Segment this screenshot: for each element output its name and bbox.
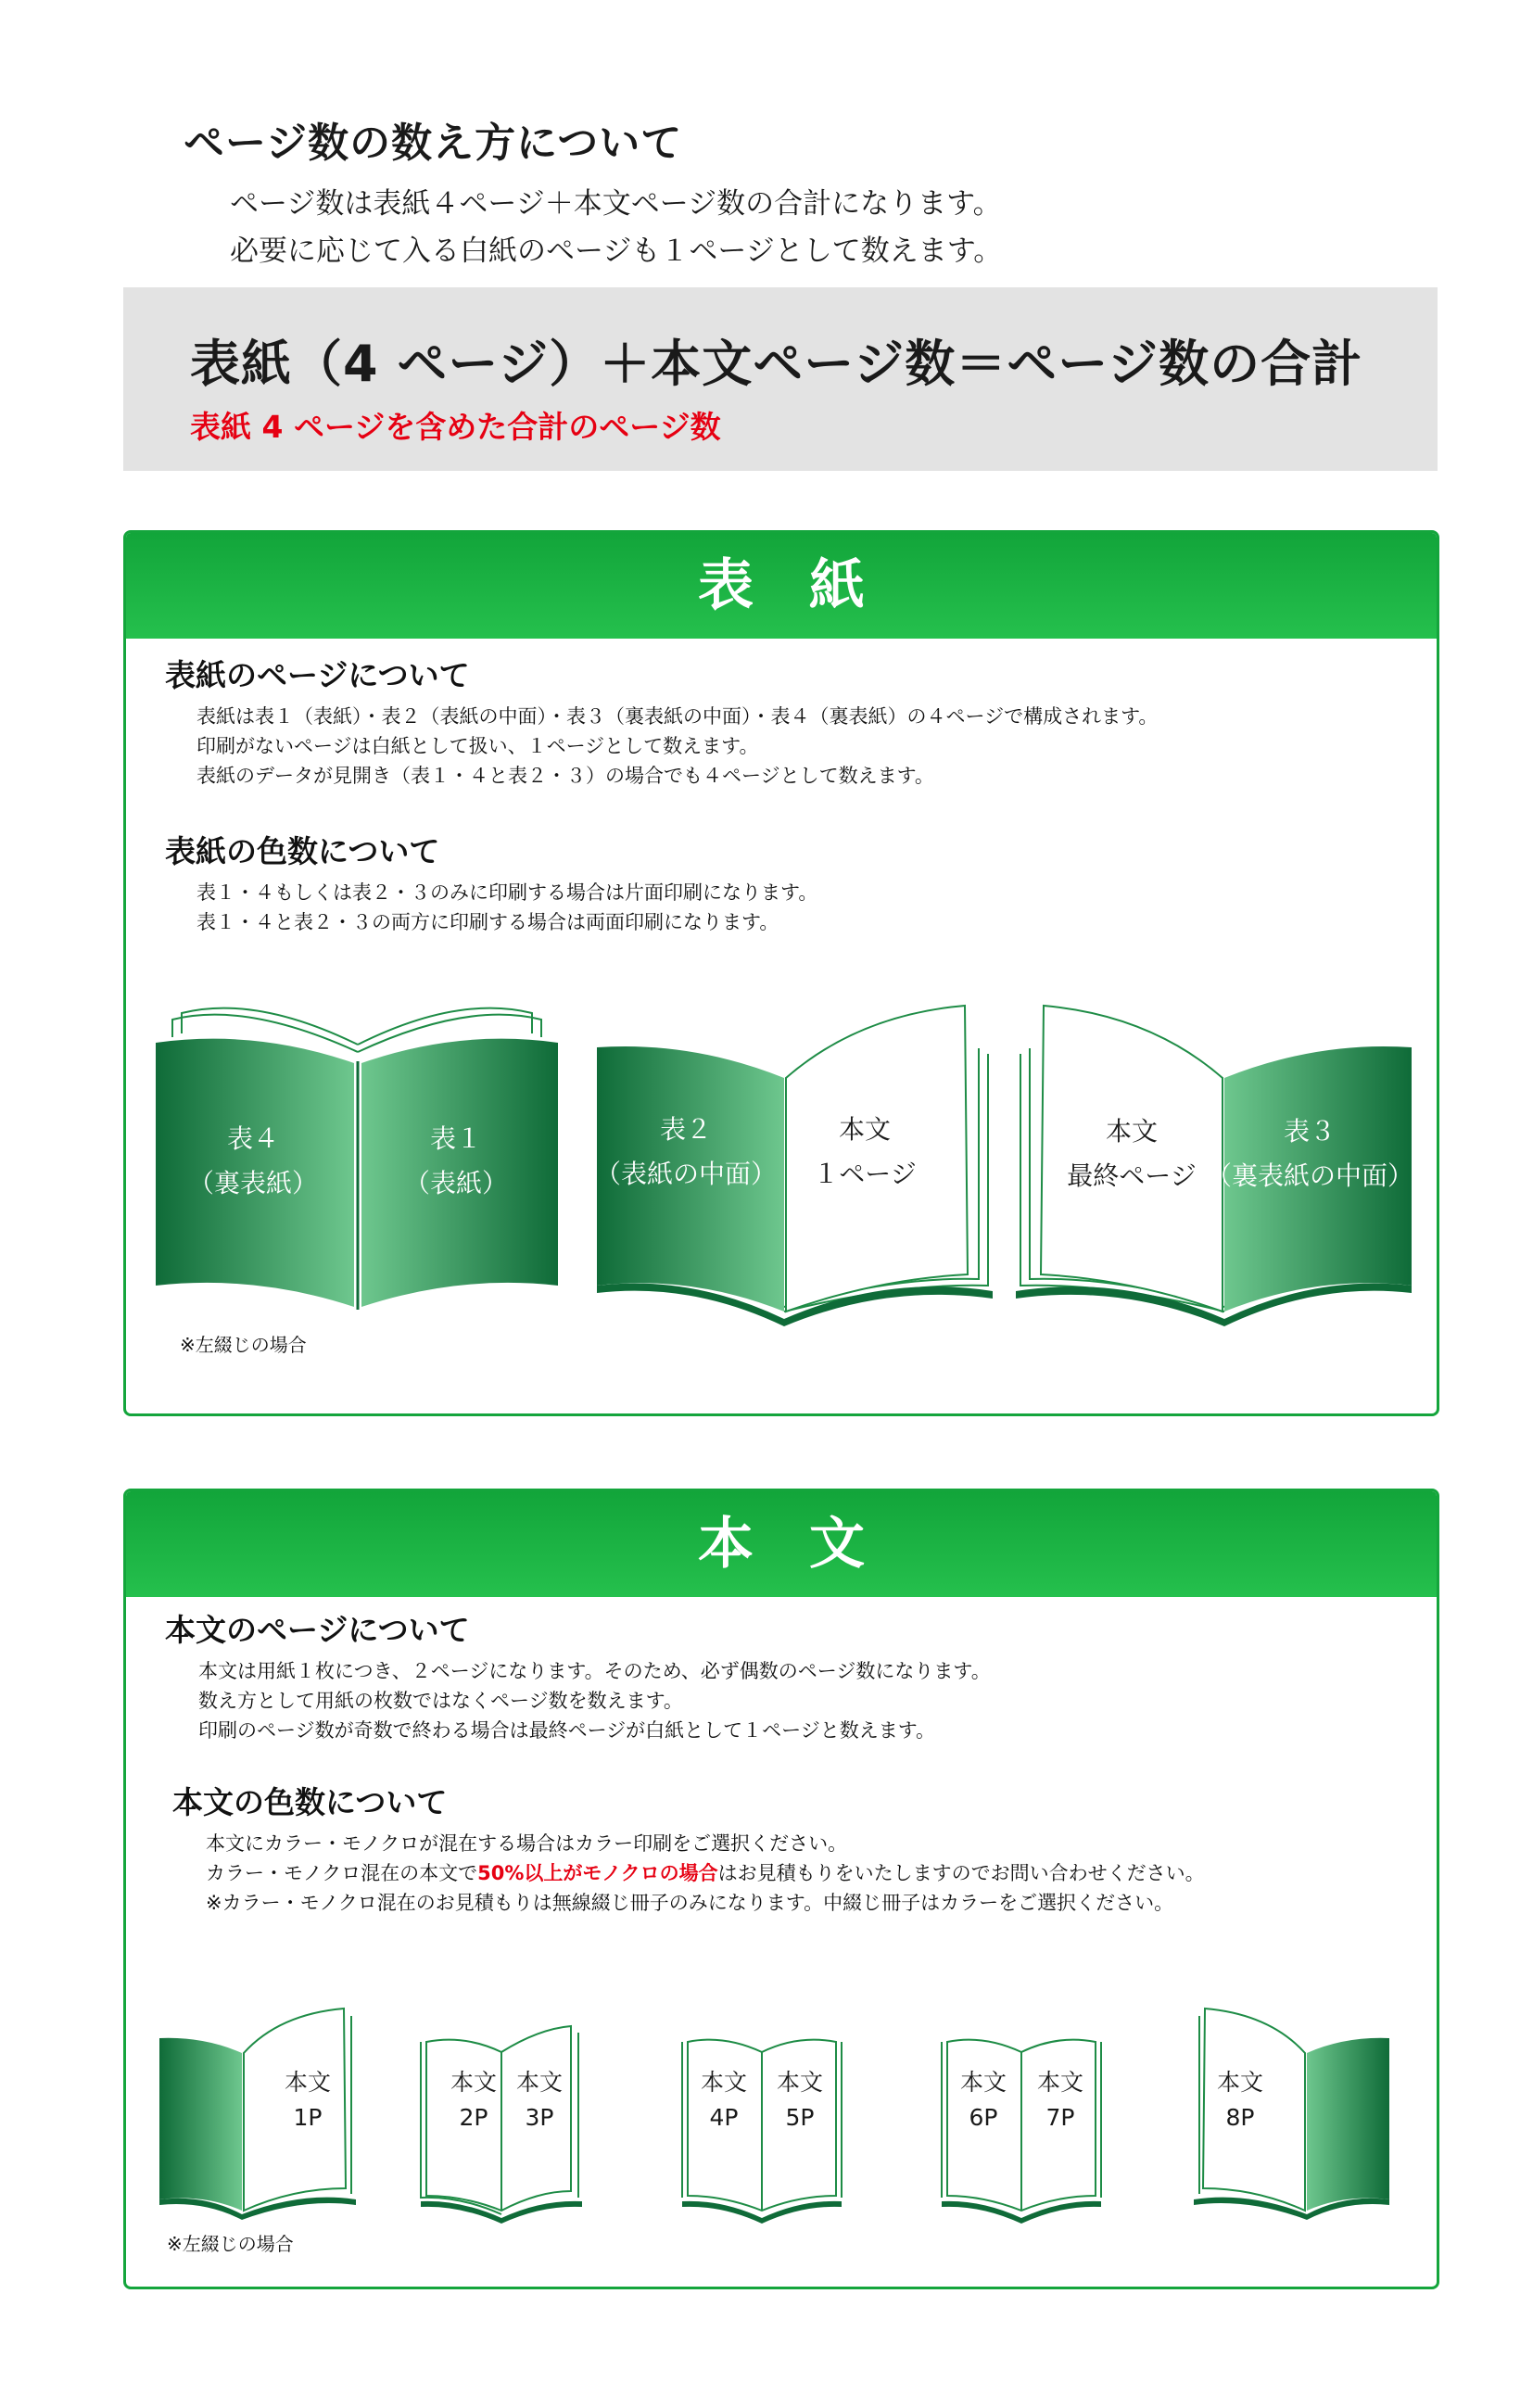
cover-pages-title: 表紙のページについて <box>165 657 470 693</box>
label-line: 表１ <box>429 1123 483 1154</box>
body-colors-line-1: 本文にカラー・モノクロが混在する場合はカラー印刷をご選択ください。 <box>206 1832 848 1855</box>
label-line: １ページ <box>813 1159 917 1189</box>
label-line: 6P <box>969 2104 998 2131</box>
spread5-left-label <box>1217 2065 1263 2136</box>
cover-colors-line: 表１・４もしくは表２・３のみに印刷する場合は片面印刷になります。 <box>196 881 818 904</box>
label-line: 本文 <box>1216 2069 1264 2096</box>
label-line: 本文 <box>700 2069 748 2096</box>
label-line: 本文 <box>776 2069 824 2096</box>
spread1-right-label <box>285 2065 331 2136</box>
cover-panel-heading: 表紙 <box>126 533 1437 639</box>
formula-box <box>123 287 1438 471</box>
text-span: カラー・モノクロ混在の本文で <box>206 1862 478 1884</box>
body-panel <box>123 1489 1439 2289</box>
page-title: ページ数の数え方について <box>184 120 683 167</box>
book3-right-label <box>1206 1109 1413 1198</box>
body-spreads-illustration <box>126 1491 1437 2287</box>
label-line: 最終ページ <box>1067 1160 1197 1191</box>
text-span: はお見積もりをいたしますのでお問い合わせください。 <box>717 1862 1205 1884</box>
cover-colors-title: 表紙の色数について <box>165 833 440 869</box>
spread4-left-label <box>960 2065 1007 2136</box>
label-line: 本文 <box>515 2069 564 2096</box>
intro-line-2: 必要に応じて入る白紙のページも１ページとして数えます。 <box>230 234 1003 268</box>
label-line: 本文 <box>959 2069 1007 2096</box>
book2-left-label <box>595 1108 777 1197</box>
label-line: 本文 <box>450 2069 498 2096</box>
book2-right-label <box>813 1108 916 1197</box>
label-line: 5P <box>785 2104 815 2131</box>
spread3-left-label <box>701 2065 747 2136</box>
label-line: 7P <box>1045 2104 1075 2131</box>
body-pages-title: 本文のページについて <box>165 1612 470 1648</box>
body-colors-title: 本文の色数について <box>172 1784 448 1820</box>
cover-books-illustration <box>126 533 1437 1413</box>
label-line: （裏表紙） <box>187 1168 319 1198</box>
label-line: 8P <box>1225 2104 1255 2131</box>
label-line: （表紙の中面） <box>594 1159 778 1189</box>
spread2-left-label <box>450 2065 497 2136</box>
body-panel-heading: 本文 <box>126 1491 1437 1597</box>
formula-sub: 表紙 4 ページを含めた合計のページ数 <box>190 409 721 445</box>
label-line: 表４ <box>226 1123 280 1154</box>
label-line: 本文 <box>284 2069 332 2096</box>
cover-colors-line: 表１・４と表２・３の両方に印刷する場合は両面印刷になります。 <box>196 911 779 933</box>
cover-note: ※左綴じの場合 <box>180 1334 307 1356</box>
body-note: ※左綴じの場合 <box>167 2233 294 2255</box>
label-line: 表２ <box>659 1114 713 1145</box>
spread2-right-label <box>516 2065 563 2136</box>
label-line: 1P <box>293 2104 323 2131</box>
label-line: 本文 <box>838 1114 892 1145</box>
body-pages-line: 本文は用紙１枚につき、２ページになります。そのため、必ず偶数のページ数になります。 <box>198 1660 991 1682</box>
label-line: （表紙） <box>403 1168 509 1198</box>
book3-left-label <box>1067 1109 1196 1198</box>
book1-right-label <box>404 1117 508 1206</box>
intro-line-1: ページ数は表紙４ページ＋本文ページ数の合計になります。 <box>230 187 1002 221</box>
label-line: （裏表紙の中面） <box>1205 1160 1414 1191</box>
label-line: 3P <box>525 2104 554 2131</box>
label-line: 本文 <box>1036 2069 1084 2096</box>
body-pages-line: 数え方として用紙の枚数ではなくページ数を数えます。 <box>198 1690 683 1712</box>
label-line: 4P <box>709 2104 739 2131</box>
cover-pages-line: 表紙のデータが見開き（表１・４と表２・３）の場合でも４ページとして数えます。 <box>196 765 934 787</box>
cover-panel <box>123 530 1439 1416</box>
highlight-span: 50%以上がモノクロの場合 <box>477 1862 718 1884</box>
body-pages-line: 印刷のページ数が奇数で終わる場合は最終ページが白紙として１ページと数えます。 <box>198 1719 936 1742</box>
cover-pages-line: 印刷がないページは白紙として扱い、１ページとして数えます。 <box>196 735 759 757</box>
formula-main: 表紙（4 ページ）＋本文ページ数＝ページ数の合計 <box>190 335 1363 393</box>
label-line: 本文 <box>1105 1116 1159 1147</box>
label-line: 表３ <box>1283 1116 1337 1147</box>
cover-pages-line: 表紙は表１（表紙）・表２（表紙の中面）・表３（裏表紙の中面）・表４（裏表紙）の４ページで構成されます。 <box>196 705 1159 728</box>
body-colors-line-3: ※カラー・モノクロ混在のお見積もりは無線綴じ冊子のみになります。中綴じ冊子はカラーをご選択ください。 <box>206 1892 1174 1914</box>
label-line: 2P <box>459 2104 488 2131</box>
spread4-right-label <box>1037 2065 1083 2136</box>
book1-left-label <box>188 1117 318 1206</box>
spread3-right-label <box>777 2065 823 2136</box>
